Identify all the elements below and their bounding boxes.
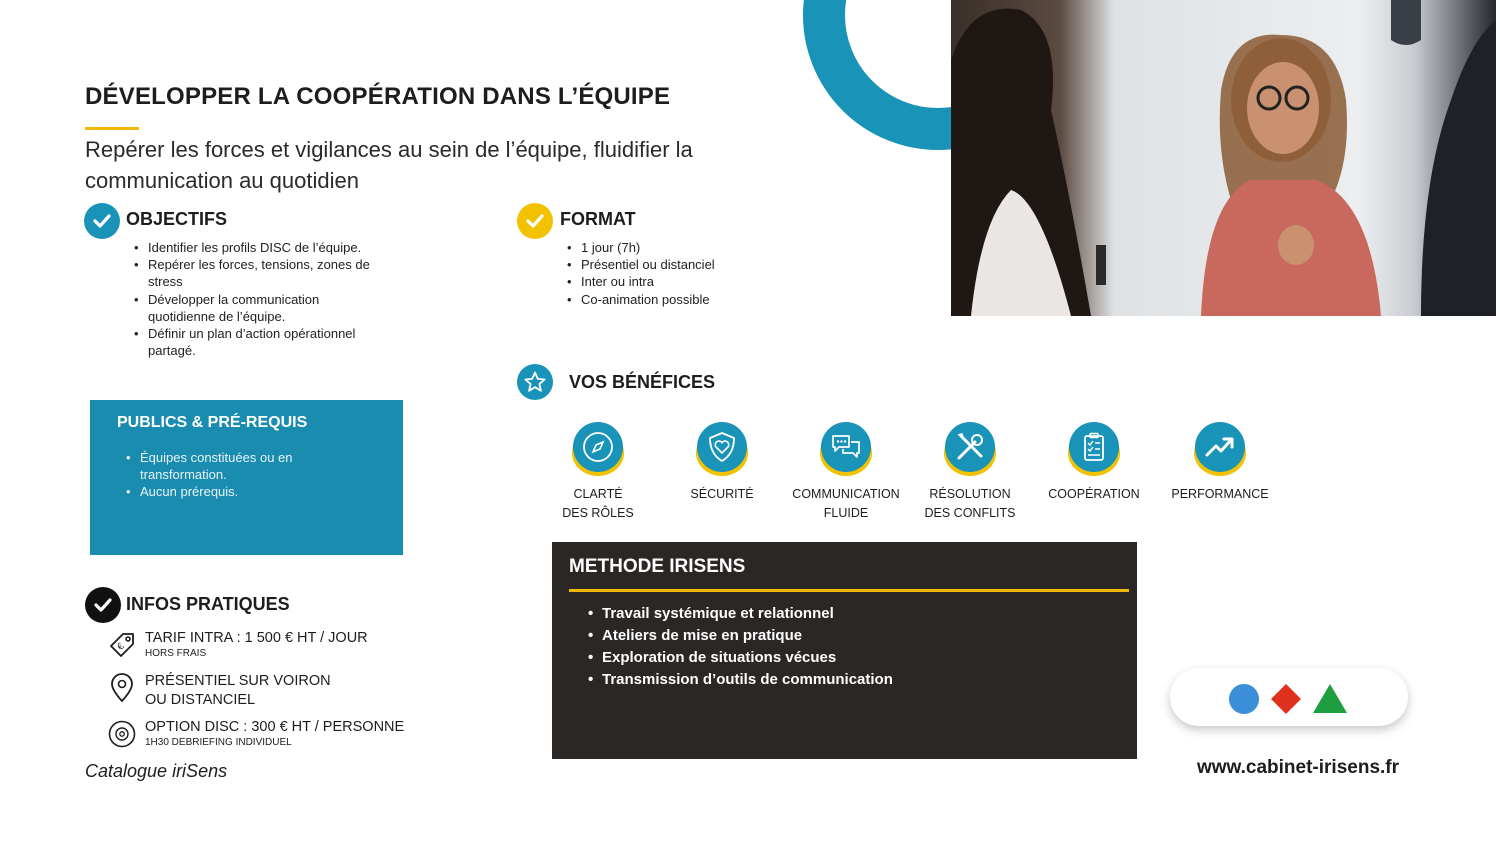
info-tarif-sub: HORS FRAIS <box>145 648 207 659</box>
benefit-label: CLARTÉ DES RÔLES <box>562 487 634 520</box>
list-item: • Présentiel ou distanciel <box>567 256 817 273</box>
chat-bubbles-icon <box>821 422 871 472</box>
info-row-tarif <box>106 629 368 661</box>
title-underline <box>85 127 139 130</box>
compass-icon <box>573 422 623 472</box>
benefit-item <box>667 420 777 504</box>
shield-heart-icon <box>697 422 747 472</box>
brand-shapes <box>1170 668 1408 726</box>
hero-photo <box>951 0 1496 316</box>
benefit-label: COMMUNICATION FLUIDE <box>792 487 900 520</box>
format-list <box>567 239 817 308</box>
list-item: • Travail systémique et relationnel <box>588 603 893 625</box>
list-item: • Identifier les profils DISC de l’équipe. <box>134 239 384 256</box>
benefices-heading: VOS BÉNÉFICES <box>569 372 716 392</box>
methode-box <box>552 542 1137 759</box>
page-title: DÉVELOPPER LA COOPÉRATION DANS L’ÉQUIPE <box>85 83 671 110</box>
list-item: • Équipes constituées ou en transformation. <box>126 449 346 483</box>
benefit-label: SÉCURITÉ <box>690 487 754 501</box>
list-item: • Développer la communication quotidienne de l’équipe. <box>134 291 384 325</box>
list-item: • Repérer les forces, tensions, zones de stress <box>134 256 384 290</box>
benefit-label: PERFORMANCE <box>1171 487 1269 501</box>
list-item: • Co-animation possible <box>567 291 817 308</box>
list-item: • Exploration de situations vécues <box>588 647 893 669</box>
price-tag-icon <box>106 629 138 661</box>
disc-icon <box>106 718 138 750</box>
clipboard-icon <box>1069 422 1119 472</box>
website-link[interactable]: www.cabinet-irisens.fr <box>1197 757 1400 778</box>
objectifs-list <box>134 239 384 359</box>
list-item: • 1 jour (7h) <box>567 239 817 256</box>
info-tarif-main: TARIF INTRA : 1 500 € HT / JOUR <box>145 630 368 646</box>
brand-shapes-graphic <box>1170 668 1408 726</box>
list-item: • Inter ou intra <box>567 273 817 290</box>
svg-text:€: € <box>115 641 127 653</box>
methode-list <box>588 603 893 691</box>
benefit-item <box>543 420 653 523</box>
check-circle-icon <box>517 203 553 239</box>
info-row-lieu <box>106 672 331 710</box>
info-lieu-sub: OU DISTANCIEL <box>145 692 256 708</box>
trend-up-icon <box>1195 422 1245 472</box>
tools-icon <box>945 422 995 472</box>
info-lieu-main: PRÉSENTIEL SUR VOIRON <box>145 673 331 689</box>
benefit-label: COOPÉRATION <box>1048 487 1140 501</box>
check-circle-icon <box>84 203 120 239</box>
info-row-option <box>106 718 404 750</box>
list-item: • Transmission d’outils de communication <box>588 669 893 691</box>
location-pin-icon <box>106 672 138 704</box>
benefit-item <box>1039 420 1149 504</box>
publics-heading: PUBLICS & PRÉ-REQUIS <box>117 414 308 431</box>
benefit-label: RÉSOLUTION DES CONFLITS <box>924 487 1016 520</box>
infos-heading: INFOS PRATIQUES <box>126 594 290 614</box>
list-item: • Aucun prérequis. <box>126 483 346 500</box>
page-subtitle: Repérer les forces et vigilances au sein de l’équipe, fluidifier la communication au quotidien <box>85 137 693 193</box>
info-option-main: OPTION DISC : 300 € HT / PERSONNE <box>145 719 405 735</box>
publics-box <box>90 400 403 555</box>
photo-illustration <box>951 0 1496 316</box>
star-icon <box>517 364 553 400</box>
objectifs-heading: OBJECTIFS <box>126 209 228 229</box>
list-item: • Ateliers de mise en pratique <box>588 625 893 647</box>
format-heading: FORMAT <box>560 209 636 229</box>
list-item: • Définir un plan d’action opérationnel partagé. <box>134 325 384 359</box>
catalogue-label: Catalogue iriSens <box>85 761 228 781</box>
check-circle-icon <box>85 587 121 623</box>
benefit-item <box>1165 420 1275 504</box>
benefit-item <box>791 420 901 523</box>
methode-heading: METHODE IRISENS <box>569 556 746 577</box>
benefit-item <box>915 420 1025 523</box>
publics-list <box>126 449 346 501</box>
methode-divider <box>569 589 1129 592</box>
info-option-sub: 1H30 DEBRIEFING INDIVIDUEL <box>145 737 292 748</box>
